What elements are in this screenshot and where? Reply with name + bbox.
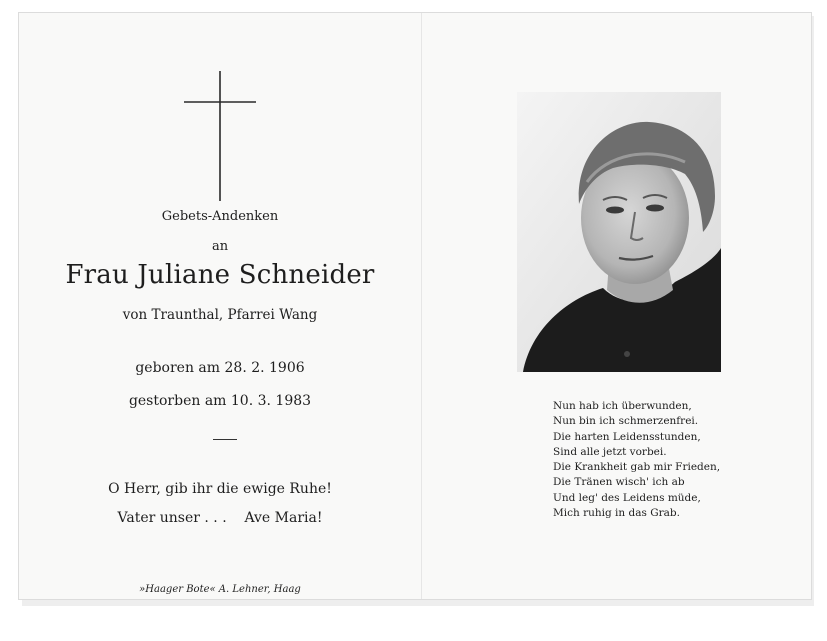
portrait-photo xyxy=(517,92,721,372)
birth-date: geboren am 28. 2. 1906 xyxy=(135,360,305,376)
an-text: an xyxy=(211,239,229,254)
poem-line: Und leg' des Leidens müde, xyxy=(553,491,701,504)
left-panel xyxy=(19,13,421,599)
death-date: gestorben am 10. 3. 1983 xyxy=(128,393,312,409)
cross-icon xyxy=(184,71,256,201)
poem-line: Mich ruhig in das Grab. xyxy=(553,507,680,520)
poem-line: Sind alle jetzt vorbei. xyxy=(553,445,667,458)
prayer-line-1: O Herr, gib ihr die ewige Ruhe! xyxy=(108,481,332,497)
divider-dash xyxy=(213,439,237,440)
printer-imprint: »Haager Bote« A. Lehner, Haag xyxy=(139,584,301,595)
poem-line: Die Tränen wisch' ich ab xyxy=(553,476,685,489)
right-panel xyxy=(422,13,811,599)
poem xyxy=(553,399,720,521)
poem-line: Die Krankheit gab mir Frieden, xyxy=(553,461,721,474)
poem-line: Die harten Leidensstunden, xyxy=(553,430,701,443)
memorial-card xyxy=(18,12,812,600)
prayer-line-2: Vater unser . . . Ave Maria! xyxy=(117,510,323,526)
intro-text: Gebets-Andenken xyxy=(161,209,279,224)
poem-line: Nun bin ich schmerzenfrei. xyxy=(553,415,699,428)
origin-text: von Traunthal, Pfarrei Wang xyxy=(122,307,318,323)
deceased-name: Frau Juliane Schneider xyxy=(65,260,375,290)
poem-line: Nun hab ich überwunden, xyxy=(553,400,692,412)
